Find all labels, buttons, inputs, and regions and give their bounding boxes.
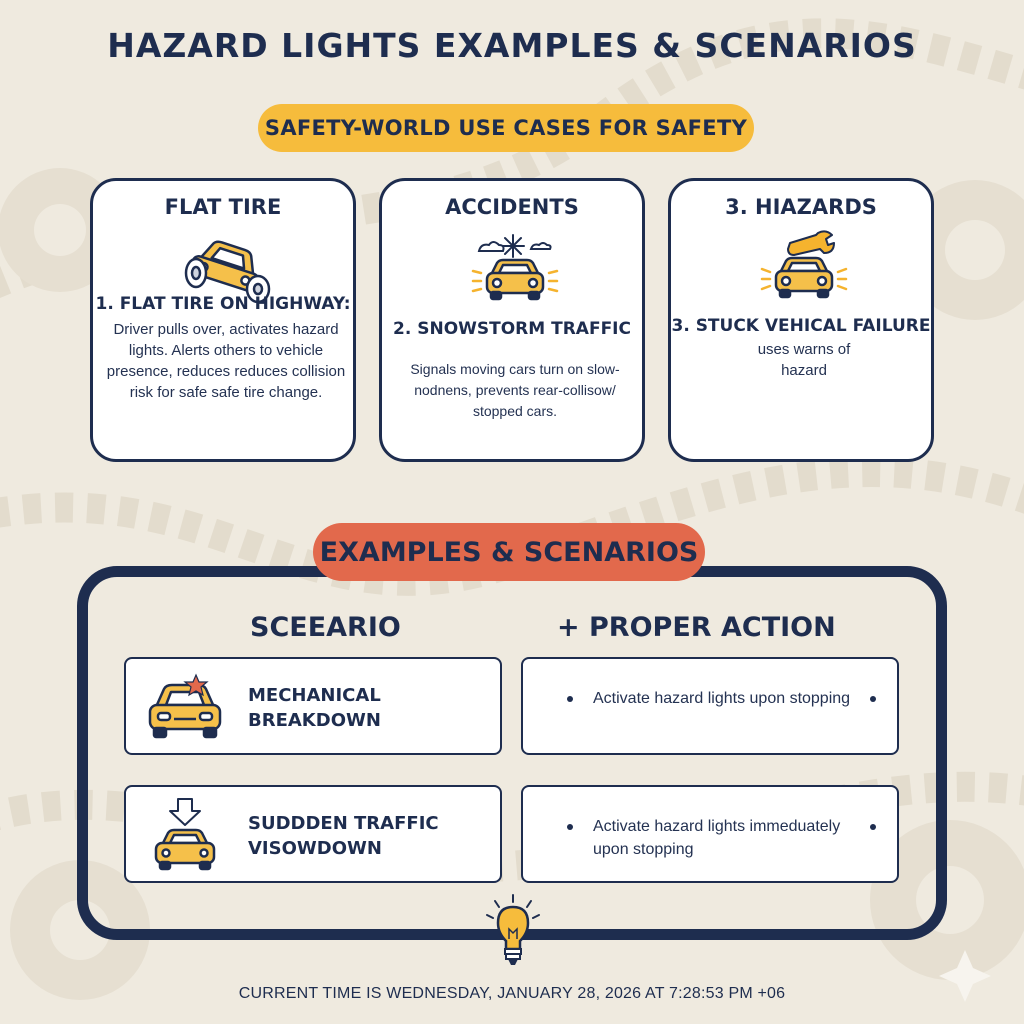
scenario-row [124,785,502,883]
page-title: HAZARD LIGHTS EXAMPLES & SCENARIOS [107,26,917,65]
card-body: Driver pulls over, activates hazard lights. Alerts others to vehicle presence, reduces reduces collision risk for safe safe tire change. [106,321,346,401]
car-snowflake-icon [465,229,565,303]
lightbulb-icon [484,893,542,971]
tilted-car-flat-tire-icon [176,229,276,303]
card-title: 3. HIAZARDS [725,195,877,219]
card-hazards [668,178,934,462]
bullet-right [870,696,876,702]
bullet-left [567,696,573,702]
scenario-row [124,657,502,755]
bullet-right [870,824,876,830]
action-row [521,785,899,883]
use-cases-banner: SAFETY-WORLD USE CASES FOR SAFETY [258,104,754,152]
card-title: ACCIDENTS [445,195,579,219]
footer-timestamp: CURRENT TIME IS WEDNESDAY, JANUARY 28, 2026 AT 7:28:53 PM +06 [238,985,786,1002]
action-column-header: + PROPER ACTION [557,612,836,643]
card-flat-tire [90,178,356,462]
card-body: uses warns of hazard [757,341,851,379]
action-text: Activate hazard lights immeduately upon stopping [593,818,841,858]
card-heading: 3. STUCK VEHICAL FAILURE [671,316,931,336]
car-wrench-icon [754,229,854,303]
card-title: FLAT TIRE [164,195,282,219]
car-star-icon [144,669,226,745]
scenarios-banner: EXAMPLES & SCENARIOS [313,523,705,581]
card-accidents [379,178,645,462]
scenario-label: MECHANICAL BREAKDOWN [248,685,381,731]
bullet-left [567,824,573,830]
card-body: Signals moving cars turn on slow-nodnens, prevents rear-collisow/ stopped cars. [410,361,620,419]
scenario-label: SUDDDEN TRAFFIC VISOWDOWN [248,813,439,859]
action-text: Activate hazard lights upon stopping [593,690,851,707]
scenario-column-header: SCEEARIO [250,612,401,643]
card-heading: 1. FLAT TIRE ON HIGHWAY: [95,294,351,314]
car-down-arrow-icon [144,797,226,873]
card-heading: 2. SNOWSTORM TRAFFIC [393,319,631,339]
action-row [521,657,899,755]
